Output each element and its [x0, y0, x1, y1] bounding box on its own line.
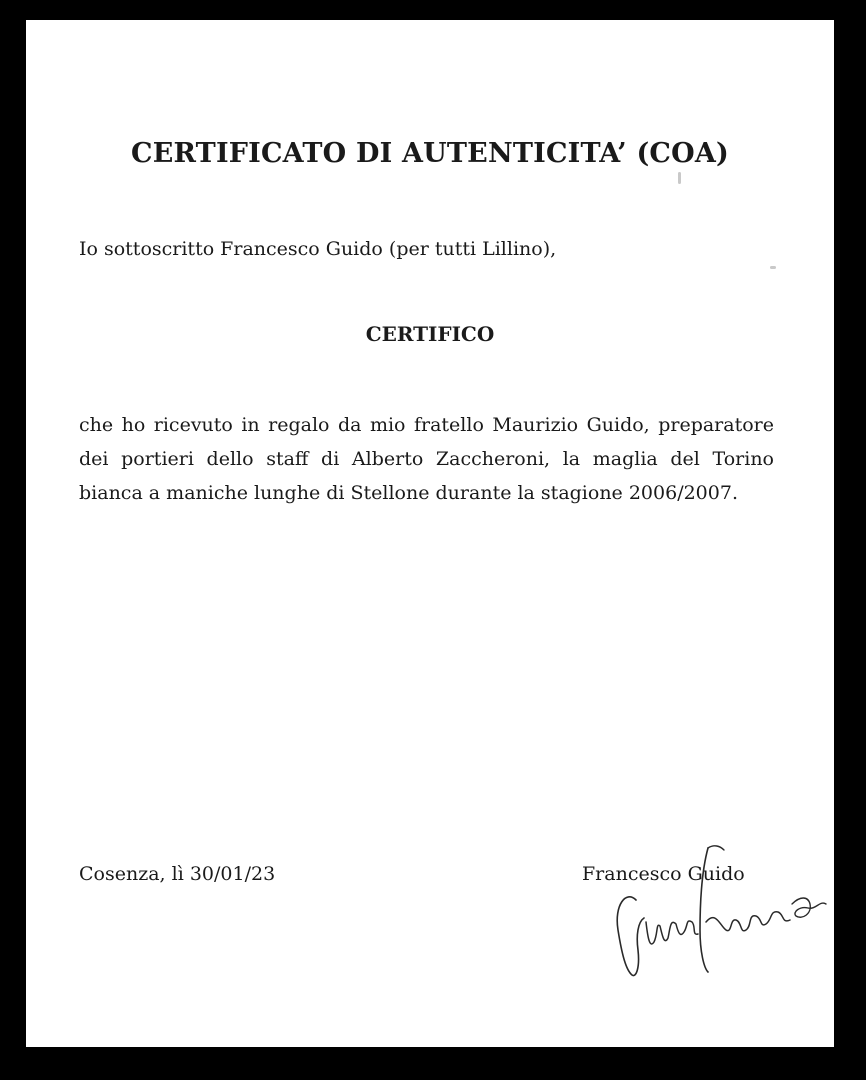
- signer-name: Francesco Guido: [582, 863, 745, 885]
- paper-speck: [770, 266, 776, 269]
- intro-line: Io sottoscritto Francesco Guido (per tutti Lillino),: [79, 238, 557, 260]
- place-date: Cosenza, lì 30/01/23: [79, 863, 276, 885]
- certifico-heading: CERTIFICO: [365, 322, 495, 346]
- certificate-page: [26, 20, 834, 1047]
- paper-speck: [678, 172, 681, 184]
- certificate-title: CERTIFICATO DI AUTENTICITA’ (COA): [131, 138, 729, 169]
- certificate-body: che ho ricevuto in regalo da mio fratello Maurizio Guido, preparatore dei portieri dello staff di Alberto Zaccheroni, la maglia del Torino bianca a maniche lunghe di Stellone durante la stagione 2006/2007.: [79, 414, 774, 504]
- handwritten-signature: [596, 830, 836, 980]
